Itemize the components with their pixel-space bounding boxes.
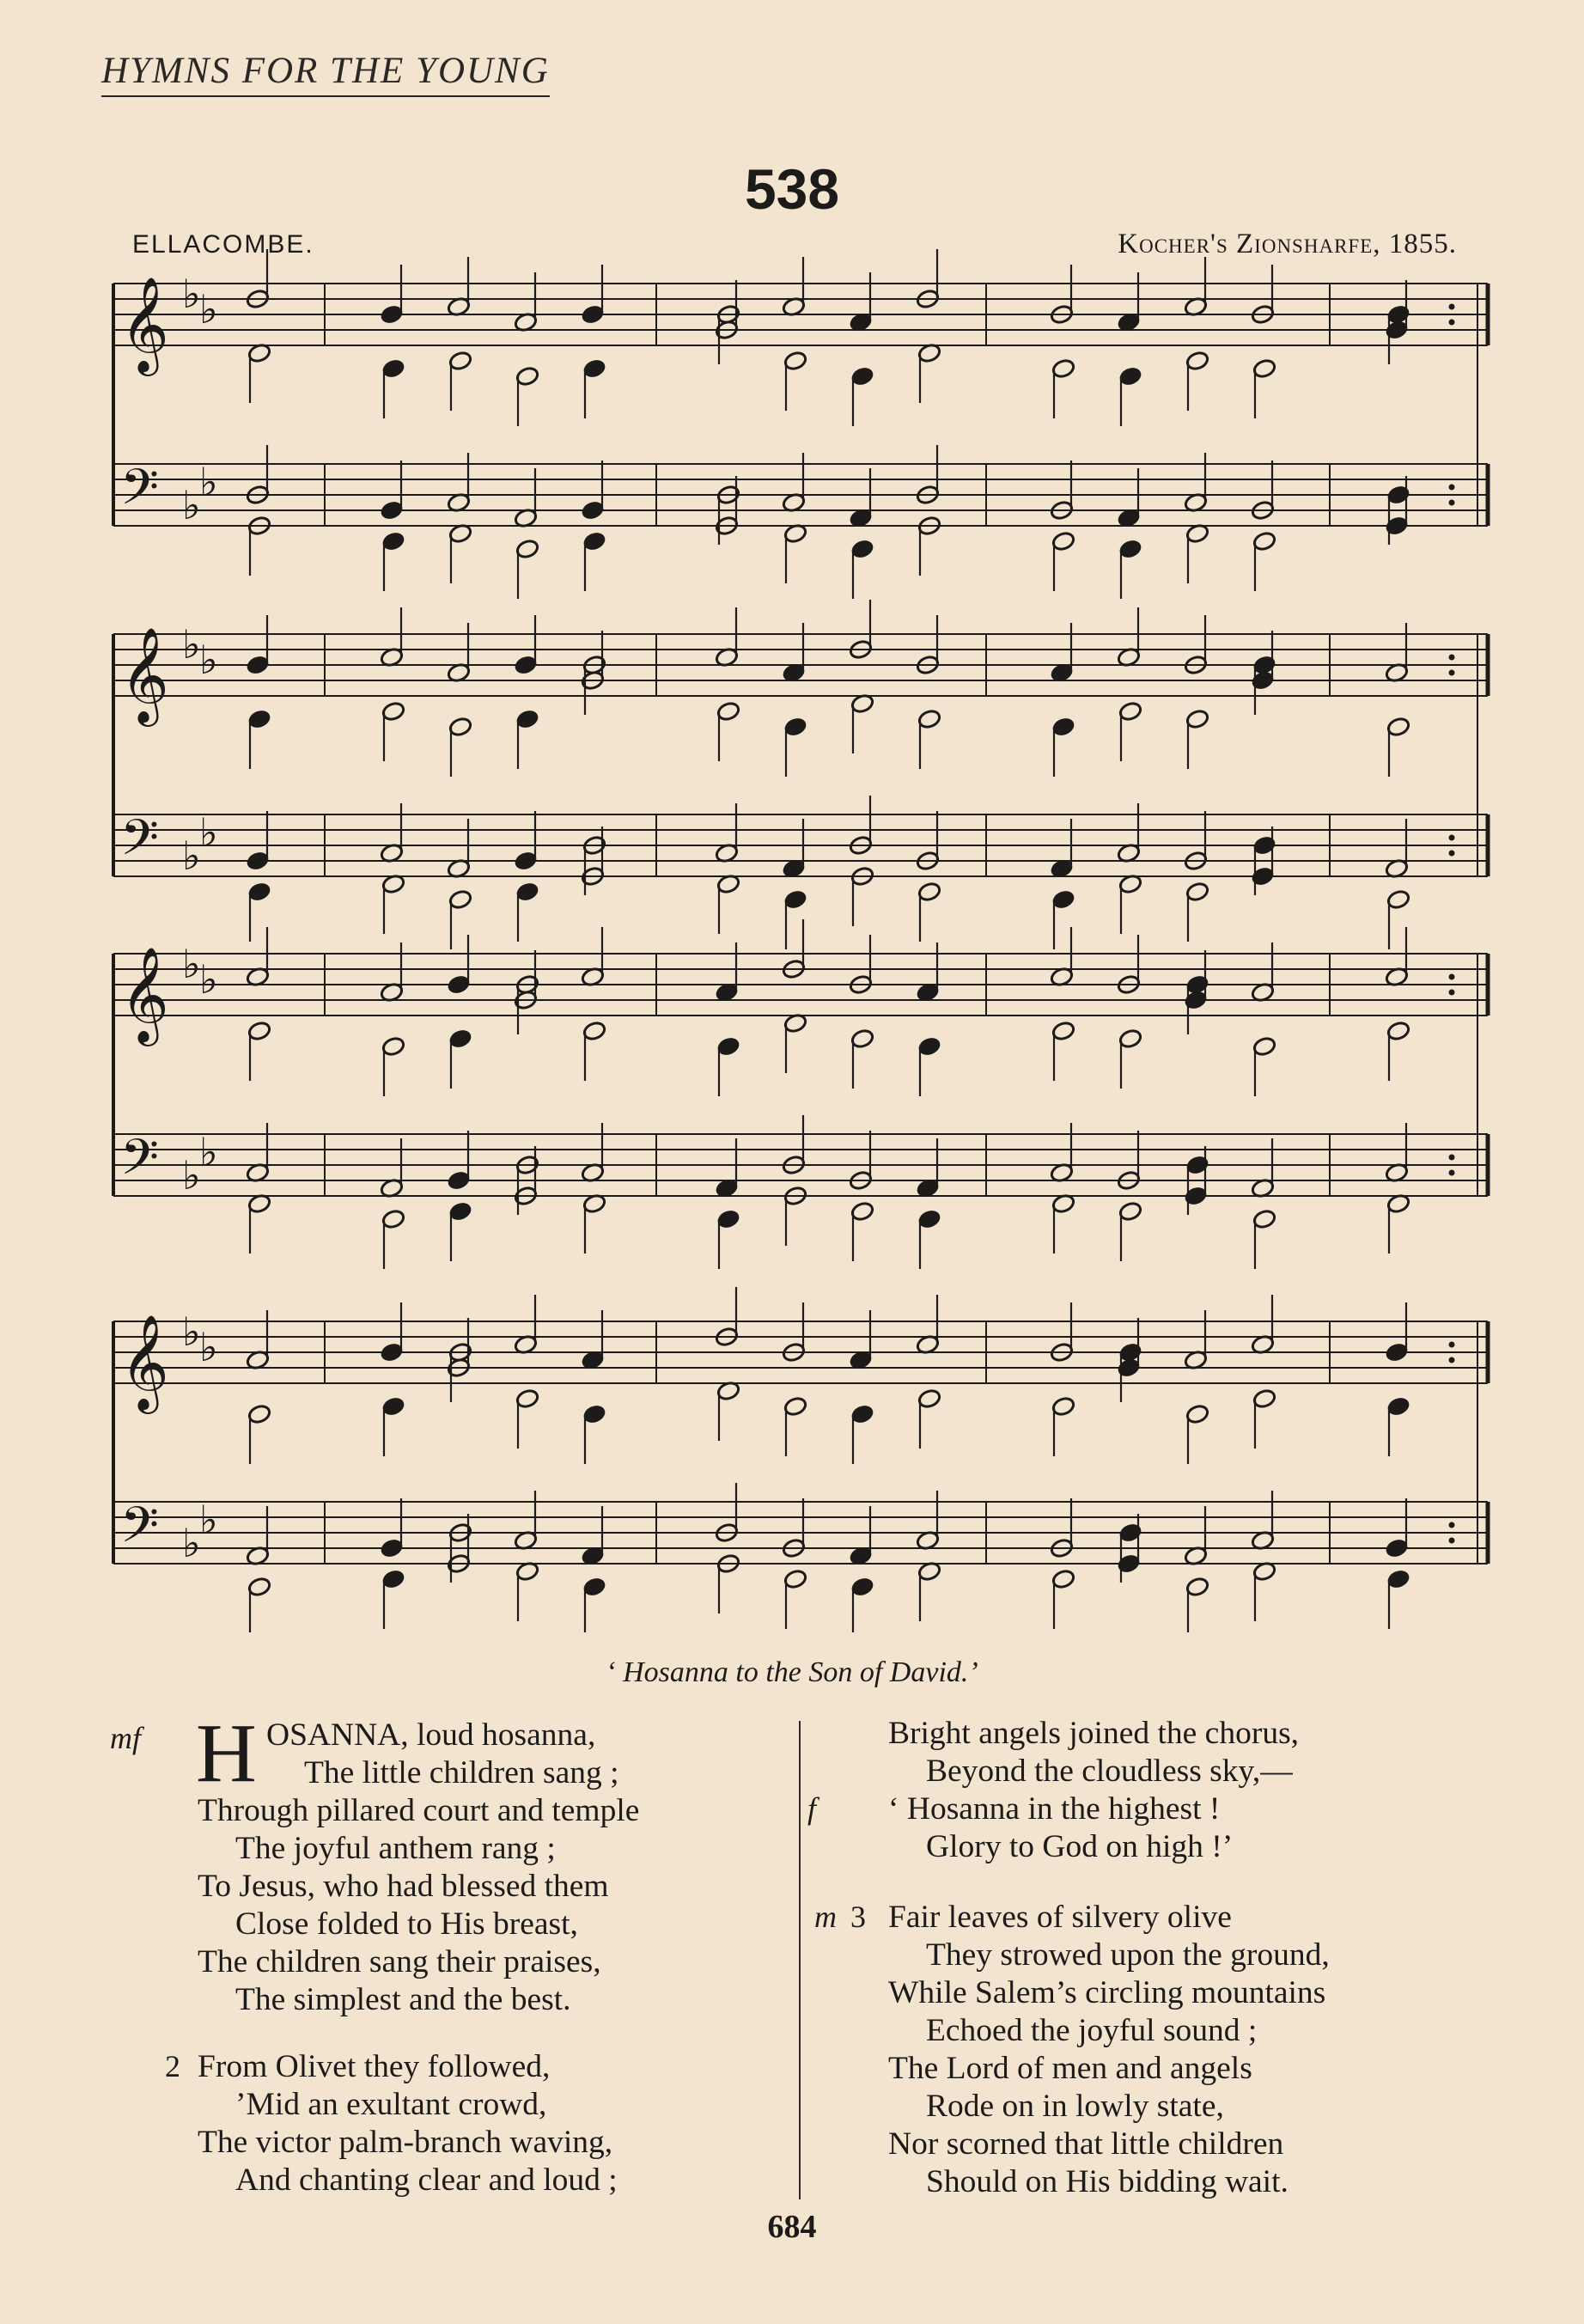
bass-clef: 𝄢 [120, 808, 160, 879]
verse-1 [196, 1707, 640, 2019]
verse-line: The victor palm-branch waving, [198, 2125, 613, 2160]
verse-line: While Salem’s circling mountains [888, 1975, 1326, 2010]
dot [1449, 1155, 1455, 1161]
flat-sign: ♭ [199, 459, 218, 505]
flat-sign: ♭ [199, 1324, 218, 1370]
verse-line: To Jesus, who had blessed them [198, 1869, 609, 1904]
dot [1449, 974, 1455, 980]
verse-line: They strowed upon the ground, [926, 1937, 1330, 1973]
drop-cap: H [196, 1707, 257, 1800]
treble-clef: 𝄞 [120, 946, 169, 1042]
verse-line: The simplest and the best. [235, 1982, 571, 2017]
dot [1449, 1357, 1455, 1363]
dot [1449, 835, 1455, 841]
verse-line: From Olivet they followed, [198, 2049, 551, 2084]
flat-sign: ♭ [199, 809, 218, 856]
bass-clef: 𝄢 [120, 1128, 160, 1199]
flat-sign: ♭ [182, 1520, 201, 1566]
verse-line: The little children sang ; [304, 1755, 619, 1790]
flat-sign: ♭ [182, 621, 201, 668]
dot [1449, 304, 1455, 310]
verse-line: Fair leaves of silvery olive [888, 1900, 1232, 1935]
dot [1449, 851, 1455, 857]
verse-2-part-1 [198, 2048, 618, 2199]
dot [1449, 1342, 1455, 1348]
dynamic-f: f [807, 1791, 817, 1826]
verse-line: Beyond the cloudless sky,— [926, 1754, 1293, 1789]
verse-line: Should on His bidding wait. [926, 2164, 1289, 2199]
flat-sign: ♭ [182, 482, 201, 528]
verse-line: Close folded to His breast, [235, 1906, 578, 1942]
verse-line: The children sang their praises, [198, 1944, 601, 1979]
verse-3 [888, 1899, 1330, 2201]
verse-line: Echoed the joyful sound ; [926, 2013, 1258, 2048]
hymn-caption: ‘ Hosanna to the Son of David.’ [606, 1656, 978, 1688]
verse-2-part-2 [888, 1715, 1299, 1866]
verse-line: Nor scorned that little children [888, 2126, 1284, 2162]
verse-number: 3 [850, 1900, 866, 1934]
flat-sign: ♭ [199, 1497, 218, 1543]
treble-clef: 𝄞 [120, 276, 169, 372]
verse-line: ‘ Hosanna in the highest ! [888, 1791, 1221, 1827]
treble-clef: 𝄞 [120, 626, 169, 723]
flat-sign: ♭ [182, 1308, 201, 1355]
flat-sign: ♭ [199, 956, 218, 1003]
treble-clef: 𝄞 [120, 1314, 169, 1410]
column-divider [799, 1721, 801, 2199]
flat-sign: ♭ [182, 1152, 201, 1199]
bass-clef: 𝄢 [120, 1496, 160, 1566]
hymn-number: 538 [744, 157, 840, 221]
flat-sign: ♭ [199, 1129, 218, 1175]
dot [1449, 1538, 1455, 1544]
verse-line: Rode on in lowly state, [926, 2089, 1224, 2124]
flat-sign: ♭ [199, 637, 218, 683]
tune-source: Kocher's Zionsharfe, 1855. [1118, 229, 1457, 259]
running-header: HYMNS FOR THE YOUNG [101, 50, 550, 97]
flat-sign: ♭ [182, 271, 201, 317]
dot [1449, 655, 1455, 661]
verse-line: Through pillared court and temple [198, 1793, 640, 1828]
dot [1449, 1522, 1455, 1528]
tune-name: ELLACOMBE. [132, 230, 314, 259]
dot [1449, 500, 1455, 506]
verse-line: The joyful anthem rang ; [235, 1831, 556, 1866]
dot [1449, 485, 1455, 491]
flat-sign: ♭ [182, 833, 201, 879]
verse-number: 2 [165, 2049, 180, 2083]
flat-sign: ♭ [182, 941, 201, 987]
page-number: 684 [767, 2209, 817, 2245]
verse-line: Glory to God on high !’ [926, 1829, 1234, 1864]
verse-line: OSANNA, loud hosanna, [266, 1717, 596, 1753]
flat-sign: ♭ [199, 286, 218, 332]
verse-line: ’Mid an exultant crowd, [235, 2087, 547, 2122]
bass-clef: 𝄢 [120, 458, 160, 528]
verse-line: And chanting clear and loud ; [235, 2162, 618, 2198]
dot [1449, 990, 1455, 996]
dynamic-mf: mf [110, 1721, 141, 1755]
dot [1449, 320, 1455, 326]
verse-line: Bright angels joined the chorus, [888, 1716, 1300, 1751]
dynamic-m: m [814, 1900, 837, 1934]
dot [1449, 670, 1455, 676]
dot [1449, 1170, 1455, 1176]
verse-line: The Lord of men and angels [888, 2051, 1252, 2086]
